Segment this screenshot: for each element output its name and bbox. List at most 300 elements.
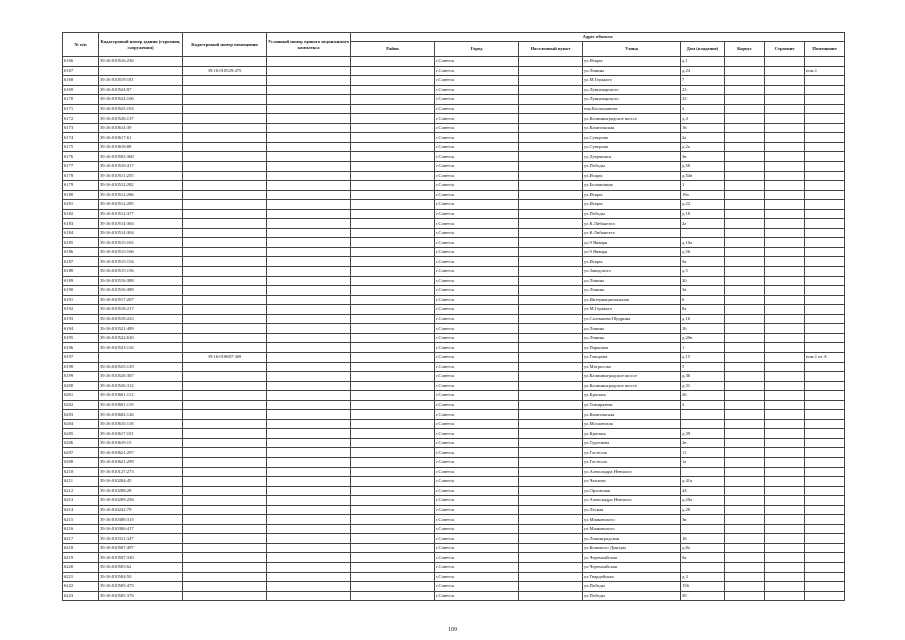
cell-house: 8а bbox=[681, 305, 725, 315]
cell-room bbox=[805, 582, 845, 592]
cell-locality bbox=[519, 238, 583, 248]
cell-house: 9а bbox=[681, 553, 725, 563]
cell-cond-num bbox=[267, 114, 351, 124]
cell-locality bbox=[519, 591, 583, 601]
cell-street: ул.К.Либкнехта bbox=[583, 219, 681, 229]
cell-city: г.Советск bbox=[435, 133, 519, 143]
cell-house: д.24 bbox=[681, 66, 725, 76]
cell-city: г.Советск bbox=[435, 181, 519, 191]
cell-num: 6176 bbox=[63, 152, 99, 162]
cell-district bbox=[351, 352, 435, 362]
cell-house: д.39 bbox=[681, 429, 725, 439]
cell-cad-room bbox=[183, 76, 267, 86]
cell-street: ул.Лунначарского bbox=[583, 85, 681, 95]
table-header bbox=[63, 33, 845, 57]
cell-stroenie bbox=[765, 438, 805, 448]
cell-house: д.58 bbox=[681, 162, 725, 172]
cell-house: 156 bbox=[681, 582, 725, 592]
cell-korpus bbox=[725, 391, 765, 401]
table-row bbox=[63, 562, 845, 572]
cell-cad-building: 39:16:010621:299 bbox=[99, 457, 183, 467]
cell-num: 6200 bbox=[63, 381, 99, 391]
cell-cad-room bbox=[183, 123, 267, 133]
cell-city: г.Советск bbox=[435, 372, 519, 382]
cell-locality bbox=[519, 457, 583, 467]
cell-district bbox=[351, 372, 435, 382]
cell-cad-room bbox=[183, 477, 267, 487]
cell-korpus bbox=[725, 524, 765, 534]
cell-district bbox=[351, 419, 435, 429]
cell-city: г.Советск bbox=[435, 305, 519, 315]
cell-house: д.18 bbox=[681, 209, 725, 219]
cell-korpus bbox=[725, 419, 765, 429]
cell-street: ул.Победы bbox=[583, 591, 681, 601]
cell-cond-num bbox=[267, 457, 351, 467]
cell-korpus bbox=[725, 181, 765, 191]
cell-cond-num bbox=[267, 286, 351, 296]
cell-street: ул.Лунначарского bbox=[583, 95, 681, 105]
cell-city: г.Советск bbox=[435, 238, 519, 248]
cell-street: ул.Гастелло bbox=[583, 457, 681, 467]
cell-num: 6204 bbox=[63, 419, 99, 429]
cell-cond-num bbox=[267, 543, 351, 553]
cell-cond-num bbox=[267, 324, 351, 334]
cell-korpus bbox=[725, 171, 765, 181]
table-row bbox=[63, 572, 845, 582]
cell-locality bbox=[519, 85, 583, 95]
cell-street: ул.М.Горького bbox=[583, 76, 681, 86]
cell-num: 6171 bbox=[63, 104, 99, 114]
cell-cad-room bbox=[183, 534, 267, 544]
cell-city: г.Советск bbox=[435, 142, 519, 152]
cell-city: г.Советск bbox=[435, 295, 519, 305]
cell-stroenie bbox=[765, 324, 805, 334]
cell-cad-room bbox=[183, 314, 267, 324]
cell-num: 6219 bbox=[63, 553, 99, 563]
cell-city: г.Советск bbox=[435, 381, 519, 391]
table-row bbox=[63, 486, 845, 496]
cell-room bbox=[805, 171, 845, 181]
cell-stroenie bbox=[765, 85, 805, 95]
cell-house: д.15 bbox=[681, 352, 725, 362]
cell-house: д.54в bbox=[681, 171, 725, 181]
cell-street: ул.Ленина bbox=[583, 66, 681, 76]
cell-room bbox=[805, 343, 845, 353]
cell-room bbox=[805, 114, 845, 124]
cell-cad-building: 39:16:010519:181 bbox=[99, 76, 183, 86]
cell-korpus bbox=[725, 381, 765, 391]
cell-district bbox=[351, 114, 435, 124]
cell-num: 6180 bbox=[63, 190, 99, 200]
cell-house: д.1 bbox=[681, 57, 725, 67]
cell-cad-room bbox=[183, 524, 267, 534]
cell-street: ул.Кошевого Дмитры bbox=[583, 543, 681, 553]
cell-num: 6215 bbox=[63, 515, 99, 525]
cell-korpus bbox=[725, 57, 765, 67]
cell-stroenie bbox=[765, 467, 805, 477]
cell-house: 2в bbox=[681, 438, 725, 448]
cell-cond-num bbox=[267, 562, 351, 572]
cell-district bbox=[351, 543, 435, 553]
cell-district bbox=[351, 400, 435, 410]
cell-street: ул.Гвардейская bbox=[583, 572, 681, 582]
cell-city: г.Советск bbox=[435, 57, 519, 67]
table-row bbox=[63, 391, 845, 401]
cell-district bbox=[351, 267, 435, 277]
cell-street: ул.Искры bbox=[583, 57, 681, 67]
cell-cad-building: 39:16:010512:285 bbox=[99, 200, 183, 210]
cell-stroenie bbox=[765, 76, 805, 86]
cell-cad-room bbox=[183, 400, 267, 410]
cell-locality bbox=[519, 295, 583, 305]
cell-korpus bbox=[725, 286, 765, 296]
cell-num: 6168 bbox=[63, 76, 99, 86]
cell-district bbox=[351, 438, 435, 448]
cell-cad-room bbox=[183, 429, 267, 439]
cell-num: 6205 bbox=[63, 429, 99, 439]
cell-cond-num bbox=[267, 582, 351, 592]
table-row bbox=[63, 57, 845, 67]
cell-cond-num bbox=[267, 276, 351, 286]
table-row bbox=[63, 276, 845, 286]
cell-korpus bbox=[725, 123, 765, 133]
cell-stroenie bbox=[765, 219, 805, 229]
cell-street: ул.Дзержинск bbox=[583, 152, 681, 162]
cell-district bbox=[351, 314, 435, 324]
cell-cad-room bbox=[183, 238, 267, 248]
table-row bbox=[63, 314, 845, 324]
cell-house bbox=[681, 467, 725, 477]
cell-stroenie bbox=[765, 343, 805, 353]
cell-cond-num bbox=[267, 209, 351, 219]
cell-house: д.5 bbox=[681, 267, 725, 277]
cell-room bbox=[805, 496, 845, 506]
table-row bbox=[63, 457, 845, 467]
cell-cad-room bbox=[183, 171, 267, 181]
cell-district bbox=[351, 238, 435, 248]
cell-korpus bbox=[725, 534, 765, 544]
cell-locality bbox=[519, 515, 583, 525]
cell-street: ул.Красная bbox=[583, 429, 681, 439]
cell-cad-building: 39:16:010515:166 bbox=[99, 247, 183, 257]
cell-cond-num bbox=[267, 591, 351, 601]
cell-locality bbox=[519, 343, 583, 353]
cell-cond-num bbox=[267, 467, 351, 477]
cell-city: г.Советск bbox=[435, 534, 519, 544]
cell-room bbox=[805, 419, 845, 429]
cell-house: 16 bbox=[681, 123, 725, 133]
cell-locality bbox=[519, 228, 583, 238]
cell-city: г.Советск bbox=[435, 419, 519, 429]
cell-korpus bbox=[725, 505, 765, 515]
cell-korpus bbox=[725, 477, 765, 487]
cell-district bbox=[351, 343, 435, 353]
cell-stroenie bbox=[765, 372, 805, 382]
cell-cad-building: 39:16:010127:273 bbox=[99, 467, 183, 477]
cell-cad-building: 39:16:010601:119 bbox=[99, 400, 183, 410]
cell-locality bbox=[519, 448, 583, 458]
cell-locality bbox=[519, 286, 583, 296]
cell-cond-num bbox=[267, 190, 351, 200]
table-row bbox=[63, 343, 845, 353]
cell-num: 6185 bbox=[63, 238, 99, 248]
cell-korpus bbox=[725, 343, 765, 353]
cell-stroenie bbox=[765, 391, 805, 401]
cell-district bbox=[351, 505, 435, 515]
register-sheet bbox=[62, 32, 844, 601]
cell-city: г.Советск bbox=[435, 104, 519, 114]
cell-locality bbox=[519, 534, 583, 544]
cell-district bbox=[351, 448, 435, 458]
cell-street: ул.Искры bbox=[583, 190, 681, 200]
cell-district bbox=[351, 276, 435, 286]
cell-korpus bbox=[725, 162, 765, 172]
cell-stroenie bbox=[765, 181, 805, 191]
cell-cond-num bbox=[267, 572, 351, 582]
cell-district bbox=[351, 200, 435, 210]
cell-city: г.Советск bbox=[435, 209, 519, 219]
cell-cond-num bbox=[267, 448, 351, 458]
cell-house bbox=[681, 419, 725, 429]
cell-korpus bbox=[725, 76, 765, 86]
cell-cad-room bbox=[183, 591, 267, 601]
cell-house: д.28 bbox=[681, 505, 725, 515]
cell-locality bbox=[519, 572, 583, 582]
cell-korpus bbox=[725, 333, 765, 343]
cell-korpus bbox=[725, 257, 765, 267]
cell-cad-room bbox=[183, 467, 267, 477]
cell-cad-room bbox=[183, 95, 267, 105]
cell-cad-building: 39:16:010308:315 bbox=[99, 515, 183, 525]
cell-stroenie bbox=[765, 429, 805, 439]
cell-num: 6222 bbox=[63, 582, 99, 592]
cell-locality bbox=[519, 276, 583, 286]
cell-room bbox=[805, 505, 845, 515]
cell-room bbox=[805, 305, 845, 315]
table-row bbox=[63, 591, 845, 601]
cell-room bbox=[805, 324, 845, 334]
cell-city: г.Советск bbox=[435, 457, 519, 467]
cell-house: 16 bbox=[681, 324, 725, 334]
cell-cad-building: 39:16:010204:45 bbox=[99, 477, 183, 487]
cell-stroenie bbox=[765, 286, 805, 296]
cell-street: ул.Салтыкова-Щедрина bbox=[583, 314, 681, 324]
cell-korpus bbox=[725, 238, 765, 248]
cell-street: ул.М.Горького bbox=[583, 305, 681, 315]
cell-cad-building: 39:16:010209:256 bbox=[99, 496, 183, 506]
cell-locality bbox=[519, 267, 583, 277]
cell-cond-num bbox=[267, 391, 351, 401]
cell-cond-num bbox=[267, 238, 351, 248]
cell-district bbox=[351, 562, 435, 572]
table-row bbox=[63, 352, 845, 362]
cell-stroenie bbox=[765, 457, 805, 467]
cell-cad-room bbox=[183, 505, 267, 515]
cell-num: 6181 bbox=[63, 200, 99, 210]
cell-cad-building: 39:16:010602:126 bbox=[99, 410, 183, 420]
table-row bbox=[63, 400, 845, 410]
cell-locality bbox=[519, 438, 583, 448]
cell-room bbox=[805, 104, 845, 114]
cell-locality bbox=[519, 305, 583, 315]
cell-korpus bbox=[725, 104, 765, 114]
cell-stroenie bbox=[765, 190, 805, 200]
cell-house: д.56 bbox=[681, 247, 725, 257]
cell-locality bbox=[519, 381, 583, 391]
table-row bbox=[63, 515, 845, 525]
cell-num: 6191 bbox=[63, 295, 99, 305]
cell-street: ул.9 Января bbox=[583, 238, 681, 248]
cell-street: ул.Ленина bbox=[583, 286, 681, 296]
cell-cad-building: 39:16:010306:417 bbox=[99, 524, 183, 534]
cell-house bbox=[681, 562, 725, 572]
cell-street: ул.Искры bbox=[583, 171, 681, 181]
cell-num: 6221 bbox=[63, 572, 99, 582]
cell-cad-building: 39:16:010503:360 bbox=[99, 152, 183, 162]
cell-korpus bbox=[725, 457, 765, 467]
cell-cad-room bbox=[183, 562, 267, 572]
cell-korpus bbox=[725, 152, 765, 162]
cell-stroenie bbox=[765, 505, 805, 515]
cell-room bbox=[805, 400, 845, 410]
cell-num: 6217 bbox=[63, 534, 99, 544]
cell-cond-num bbox=[267, 372, 351, 382]
cell-cad-building: 39:16:010525:129 bbox=[99, 362, 183, 372]
cell-cond-num bbox=[267, 505, 351, 515]
cell-district bbox=[351, 66, 435, 76]
cell-num: 6199 bbox=[63, 372, 99, 382]
cell-cad-room bbox=[183, 305, 267, 315]
table-row bbox=[63, 381, 845, 391]
cell-room bbox=[805, 534, 845, 544]
cell-cond-num bbox=[267, 362, 351, 372]
col-room-header: Помещение bbox=[805, 42, 845, 57]
cell-num: 6186 bbox=[63, 247, 99, 257]
cell-num: 6201 bbox=[63, 391, 99, 401]
cell-house: 3в bbox=[681, 515, 725, 525]
cell-korpus bbox=[725, 95, 765, 105]
cell-cad-room bbox=[183, 162, 267, 172]
cell-street: ул.Калининградское шоссе bbox=[583, 372, 681, 382]
table-row bbox=[63, 95, 845, 105]
table-row bbox=[63, 142, 845, 152]
cell-house: 1 bbox=[681, 343, 725, 353]
cell-room bbox=[805, 200, 845, 210]
table-row bbox=[63, 543, 845, 553]
table-row bbox=[63, 448, 845, 458]
col-cond-num-header: Условный номер единого недвижимого комплекса bbox=[267, 33, 351, 57]
table-row bbox=[63, 419, 845, 429]
cell-district bbox=[351, 324, 435, 334]
cell-cad-building: 39:16:010512:286 bbox=[99, 190, 183, 200]
cell-locality bbox=[519, 152, 583, 162]
cell-room bbox=[805, 486, 845, 496]
cell-district bbox=[351, 591, 435, 601]
cell-street: ул.Тургенева bbox=[583, 438, 681, 448]
cell-room bbox=[805, 276, 845, 286]
cell-city: г.Советск bbox=[435, 95, 519, 105]
cell-city: г.Советск bbox=[435, 448, 519, 458]
cell-house: д.20в bbox=[681, 333, 725, 343]
cell-stroenie bbox=[765, 515, 805, 525]
cell-room bbox=[805, 142, 845, 152]
cell-district bbox=[351, 286, 435, 296]
cell-stroenie bbox=[765, 524, 805, 534]
col-locality-header: Населенный пункт bbox=[519, 42, 583, 57]
cell-district bbox=[351, 162, 435, 172]
cell-cad-room bbox=[183, 247, 267, 257]
cell-locality bbox=[519, 553, 583, 563]
cell-cad-building: 39:16:010610:118 bbox=[99, 419, 183, 429]
cell-cad-room bbox=[183, 267, 267, 277]
cell-room bbox=[805, 152, 845, 162]
table-row bbox=[63, 66, 845, 76]
cell-locality bbox=[519, 524, 583, 534]
cell-district bbox=[351, 152, 435, 162]
cell-korpus bbox=[725, 276, 765, 286]
cell-stroenie bbox=[765, 448, 805, 458]
cell-cad-building: 39:16:010512:377 bbox=[99, 209, 183, 219]
table-row bbox=[63, 267, 845, 277]
cell-city: г.Советск bbox=[435, 543, 519, 553]
cell-street: ул.К.Либкнехта bbox=[583, 228, 681, 238]
cell-district bbox=[351, 486, 435, 496]
cell-house bbox=[681, 228, 725, 238]
cell-cond-num bbox=[267, 419, 351, 429]
cell-cond-num bbox=[267, 76, 351, 86]
cell-locality bbox=[519, 505, 583, 515]
cell-cond-num bbox=[267, 333, 351, 343]
cell-street: ул.Искры bbox=[583, 257, 681, 267]
property-register-table bbox=[62, 32, 845, 601]
cell-cad-room bbox=[183, 410, 267, 420]
cell-district bbox=[351, 190, 435, 200]
cell-korpus bbox=[725, 142, 765, 152]
cell-street: ул.Ленинградская bbox=[583, 534, 681, 544]
cell-room bbox=[805, 553, 845, 563]
cell-stroenie bbox=[765, 410, 805, 420]
table-row bbox=[63, 200, 845, 210]
cell-house: д.22 bbox=[681, 200, 725, 210]
cell-cond-num bbox=[267, 257, 351, 267]
cell-cad-building: 39:16:010503:62 bbox=[99, 562, 183, 572]
cell-locality bbox=[519, 66, 583, 76]
cell-num: 6195 bbox=[63, 333, 99, 343]
cell-house: 23 bbox=[681, 85, 725, 95]
cell-cad-room bbox=[183, 142, 267, 152]
table-row bbox=[63, 305, 845, 315]
table-row bbox=[63, 333, 845, 343]
cell-locality bbox=[519, 496, 583, 506]
table-row bbox=[63, 295, 845, 305]
cell-district bbox=[351, 133, 435, 143]
cell-district bbox=[351, 391, 435, 401]
cell-street: ул.Черемхайская bbox=[583, 553, 681, 563]
cell-stroenie bbox=[765, 314, 805, 324]
cell-cad-room bbox=[183, 448, 267, 458]
cell-street: ул.Больничная bbox=[583, 181, 681, 191]
cell-cad-room bbox=[183, 572, 267, 582]
cell-num: 6174 bbox=[63, 133, 99, 143]
cell-locality bbox=[519, 314, 583, 324]
table-row bbox=[63, 114, 845, 124]
cell-stroenie bbox=[765, 104, 805, 114]
cell-house: 6 bbox=[681, 295, 725, 305]
cell-cad-room bbox=[183, 496, 267, 506]
cell-street: ул.Матросова bbox=[583, 362, 681, 372]
table-body bbox=[63, 57, 845, 601]
cell-locality bbox=[519, 57, 583, 67]
